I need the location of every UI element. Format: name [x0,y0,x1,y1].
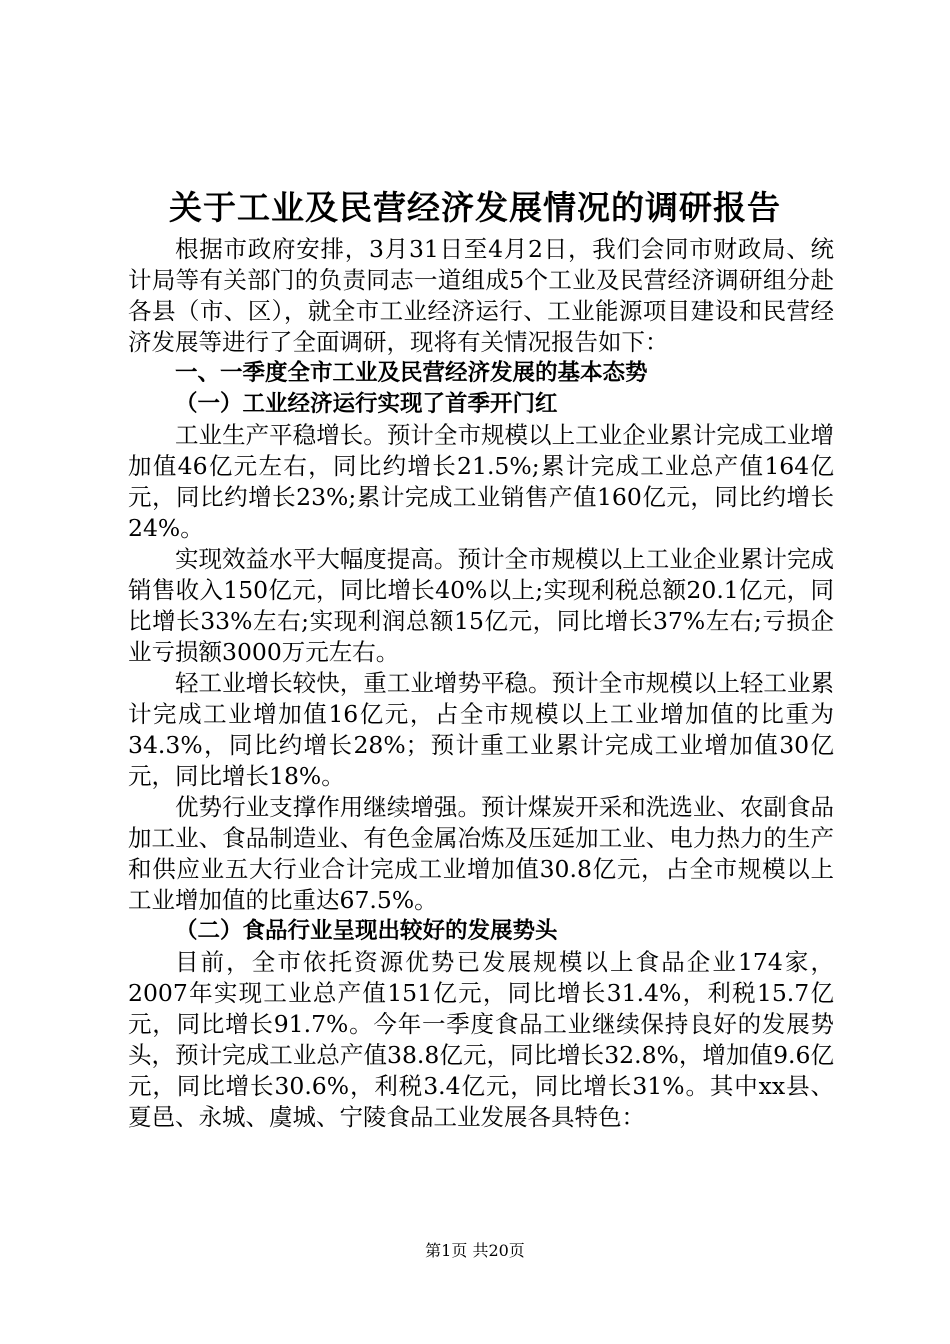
paragraph: 轻工业增长较快，重工业增势平稳。预计全市规模以上轻工业累计完成工业增加值16亿元，占全市规模以上工业增加值的比重为34.3%，同比约增长28%；预计重工业累计完成工业增加值30亿元，同比增长18%。 [128,669,834,790]
paragraph: 实现效益水平大幅度提高。预计全市规模以上工业企业累计完成销售收入150亿元，同比增长40%以上;实现利税总额20.1亿元，同比增长33%左右;实现利润总额15亿元，同比增长37%左右;亏损企业亏损额3000万元左右。 [128,545,834,666]
paragraph: 工业生产平稳增长。预计全市规模以上工业企业累计完成工业增加值46亿元左右，同比约增长21.5%;累计完成工业总产值164亿元，同比约增长23%;累计完成工业销售产值160亿元，同比约增长24%。 [128,421,834,542]
subsection-heading: （二）食品行业呈现出较好的发展势头 [175,918,558,944]
paragraph: 优势行业支撑作用继续增强。预计煤炭开采和洗选业、农副食品加工业、食品制造业、有色金属冶炼及压延加工业、电力热力的生产和供应业五大行业合计完成工业增加值30.8亿元，占全市规模以上工业增加值的比重达67.5%。 [128,793,834,914]
document-body [128,234,834,1133]
document-title: 关于工业及民营经济发展情况的调研报告 [169,188,781,227]
section-heading: 一、一季度全市工业及民营经济发展的基本态势 [175,360,648,386]
page-number-footer: 第1页 共20页 [425,1241,525,1260]
paragraph: 目前，全市依托资源优势已发展规模以上食品企业174家，2007年实现工业总产值151亿元，同比增长31.4%，利税15.7亿元，同比增长91.7%。今年一季度食品工业继续保持良好的发展势头，预计完成工业总产值38.8亿元，同比增长32.8%，增加值9.6亿元，同比增长30.6%，利税3.4亿元，同比增长31%。其中xx县、夏邑、永城、虞城、宁陵食品工业发展各具特色： [128,948,834,1131]
paragraph: 根据市政府安排，3月31日至4月2日，我们会同市财政局、统计局等有关部门的负责同志一道组成5个工业及民营经济调研组分赴各县（市、区），就全市工业经济运行、工业能源项目建设和民营经济发展等进行了全面调研，现将有关情况报告如下： [128,235,834,356]
subsection-heading: （一）工业经济运行实现了首季开门红 [175,391,558,417]
